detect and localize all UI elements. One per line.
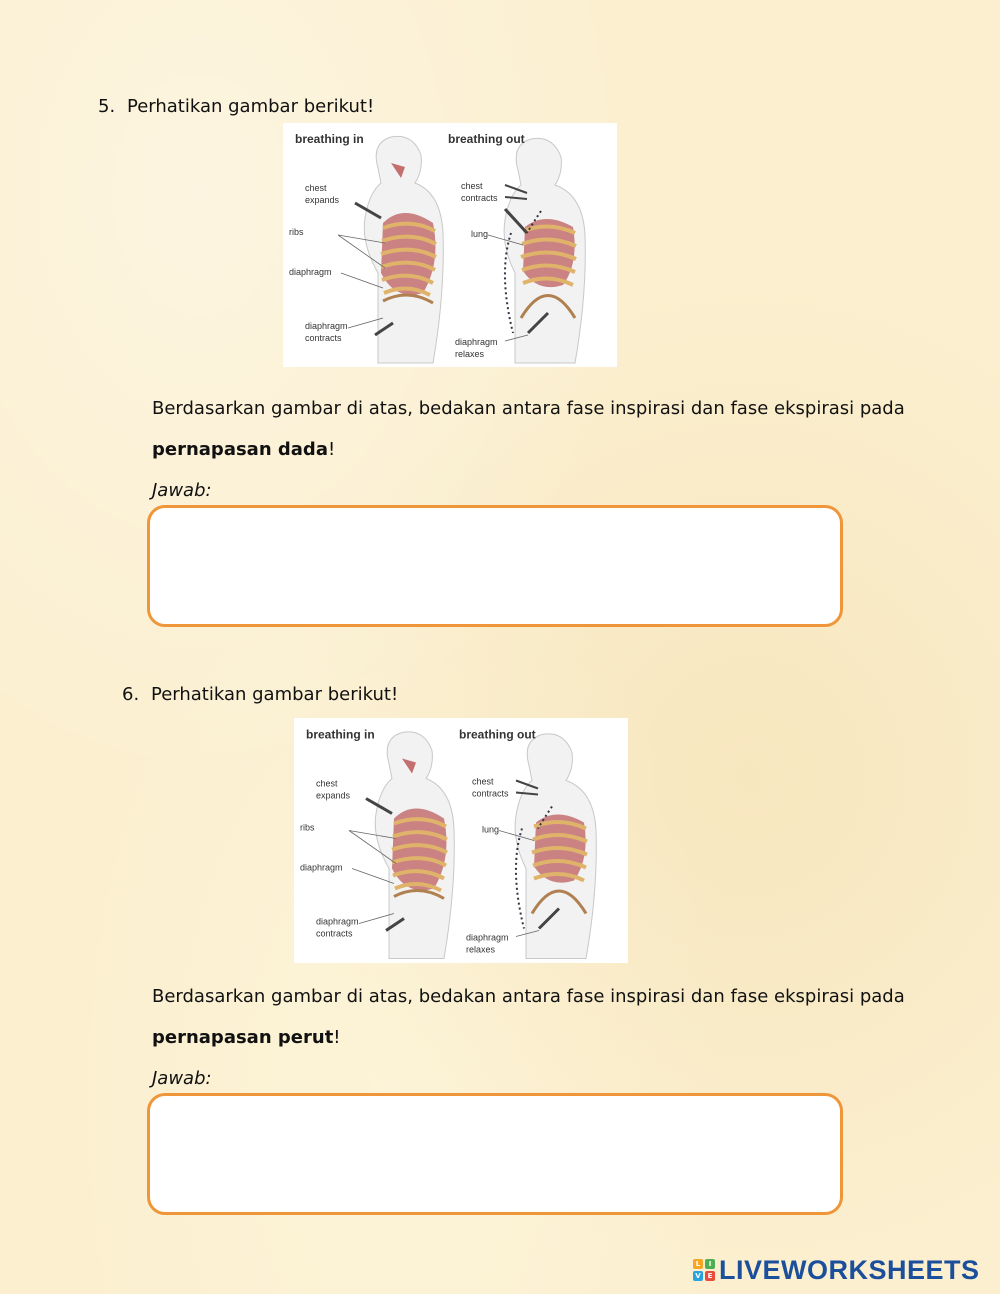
question-5-prompt: Perhatikan gambar berikut! (127, 96, 375, 117)
svg-text:chest: chest (316, 778, 338, 789)
question-5-answer-label: Jawab: (152, 480, 212, 501)
svg-text:diaphragm: diaphragm (300, 862, 343, 873)
svg-text:breathing out: breathing out (459, 727, 536, 742)
breathing-diagram-q6 (294, 718, 628, 963)
svg-text:expands: expands (316, 790, 351, 801)
question-5-instruction: Berdasarkan gambar di atas, bedakan antara fase inspirasi dan fase ekspirasi pada (152, 398, 905, 419)
question-5-number: 5. (98, 96, 116, 117)
liveworksheets-logo (693, 1255, 980, 1285)
svg-text:ribs: ribs (300, 822, 315, 833)
svg-text:relaxes: relaxes (466, 944, 496, 955)
svg-text:ribs: ribs (289, 227, 304, 237)
question-6-number: 6. (122, 684, 140, 705)
question-6-answer-label: Jawab: (152, 1068, 212, 1089)
question-6-answer-box[interactable] (147, 1093, 843, 1215)
svg-text:contracts: contracts (461, 193, 498, 203)
svg-text:diaphragm: diaphragm (289, 267, 332, 277)
svg-text:lung: lung (482, 824, 500, 835)
logo-text: LIVEWORKSHEETS (719, 1254, 980, 1285)
svg-text:breathing in: breathing in (306, 727, 375, 742)
heading-out: breathing out (448, 132, 525, 146)
question-5-term: pernapasan dada! (152, 439, 336, 460)
svg-text:contracts: contracts (316, 928, 353, 939)
svg-text:relaxes: relaxes (455, 349, 485, 359)
question-5-answer-box[interactable] (147, 505, 843, 627)
breathing-diagram-q5 (283, 123, 617, 367)
svg-text:diaphragm: diaphragm (305, 321, 348, 331)
svg-text:contracts: contracts (472, 788, 509, 799)
svg-text:lung: lung (471, 229, 489, 239)
question-6-term: pernapasan perut! (152, 1027, 341, 1048)
question-6-instruction: Berdasarkan gambar di atas, bedakan antara fase inspirasi dan fase ekspirasi pada (152, 986, 905, 1007)
logo-mark-icon: L I V E (693, 1259, 715, 1281)
svg-text:diaphragm: diaphragm (466, 932, 509, 943)
svg-text:chest: chest (461, 181, 483, 191)
svg-text:expands: expands (305, 195, 340, 205)
heading-in: breathing in (295, 132, 364, 146)
question-6-prompt: Perhatikan gambar berikut! (151, 684, 399, 705)
svg-text:diaphragm: diaphragm (455, 337, 498, 347)
svg-text:chest: chest (472, 776, 494, 787)
svg-text:diaphragm: diaphragm (316, 916, 359, 927)
svg-text:contracts: contracts (305, 333, 342, 343)
svg-text:chest: chest (305, 183, 327, 193)
